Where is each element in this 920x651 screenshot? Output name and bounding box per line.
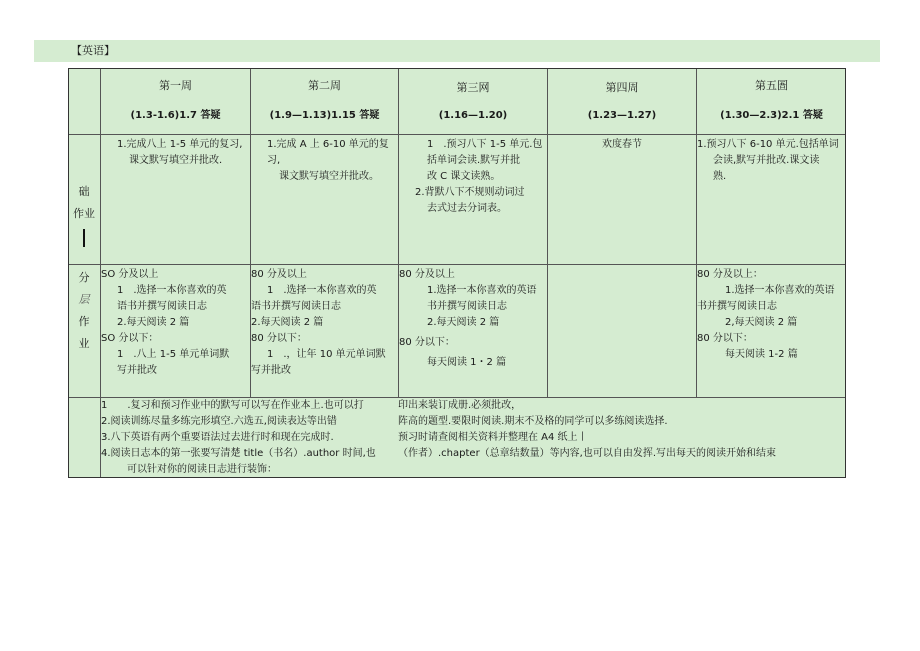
header-corner bbox=[68, 68, 100, 134]
row-label: 作业 bbox=[73, 207, 95, 220]
note-line: 1 .复习和预习作业中的默写可以写在作业本上.也可以打 bbox=[101, 400, 364, 411]
cell-line: 1.完成八上 1-5 单元的复习, bbox=[117, 139, 243, 150]
cell-line: 80 分以下： bbox=[697, 333, 753, 344]
cell-line: 每天阅读 1-2 篇 bbox=[725, 349, 798, 360]
cell-line: 2.每天阅读 2 篇 bbox=[117, 317, 190, 328]
tiered-cell-week3 bbox=[398, 264, 547, 397]
cell-line: 80 分及以上： bbox=[697, 269, 763, 280]
cell-line: 书并撰写阅读日志 bbox=[697, 301, 777, 312]
cell-line: 书并撰写阅读日志 bbox=[427, 301, 507, 312]
cell-line: 每天阅读 1・2 篇 bbox=[427, 357, 507, 368]
cell-line: 1 .预习八下 1-5 单元.包 bbox=[427, 139, 543, 150]
cell-line: 2.背默八下不规则动词过 bbox=[415, 187, 525, 198]
cell-line: 80 分及以上 bbox=[399, 269, 455, 280]
cell-line: 括单词会读.默写并批 bbox=[427, 155, 521, 166]
notes-cell bbox=[100, 397, 846, 478]
cell-line: 会读,默写并批改.课文读 bbox=[713, 155, 820, 166]
week-dates: (1.30—2.3)2.1 答疑 bbox=[720, 110, 823, 121]
cell-line: 课文默写填空并批改. bbox=[129, 155, 223, 166]
cell-line: 写并批改 bbox=[117, 365, 157, 376]
cell-line: 去式过去分词表。 bbox=[427, 203, 507, 214]
cell-line: 写并批改 bbox=[251, 365, 291, 376]
cell-line: 熟. bbox=[713, 171, 727, 182]
row-label: 业 bbox=[78, 337, 90, 350]
cell-line: 2,每天阅读 2 篇 bbox=[725, 317, 798, 328]
note-line: 印出来装订成册.必须批改， bbox=[398, 400, 522, 411]
cell-line: 1.完成 A 上 6-10 单元的复习, bbox=[267, 139, 389, 166]
week-header bbox=[696, 68, 846, 134]
week-header bbox=[398, 68, 547, 134]
cell-line: 1 .，让年 10 单元单词默 bbox=[267, 349, 386, 360]
tiered-cell-week5 bbox=[696, 264, 846, 397]
cell-line: 语书并撰写阅读日志 bbox=[251, 301, 341, 312]
week-header bbox=[100, 68, 250, 134]
tiered-cell-week1 bbox=[100, 264, 250, 397]
cell-line: 1 .选择一本你喜欢的英 bbox=[117, 285, 227, 296]
note-line: 可以针对你的阅读日志进行装饰： bbox=[117, 464, 277, 475]
row-label: 作 bbox=[78, 315, 90, 328]
cell-line: 80 分以下： bbox=[399, 337, 455, 348]
week-header bbox=[547, 68, 696, 134]
basic-cell-week2 bbox=[250, 134, 398, 264]
week-dates: (1.9—1.13)1.15 答疑 bbox=[269, 110, 380, 121]
basic-cell-week4 bbox=[547, 134, 696, 264]
note-line: 3.八下英语有两个重要语法过去进行时和现在完成时. bbox=[101, 432, 334, 443]
cell-line: 语书并撰写阅读日志 bbox=[117, 301, 207, 312]
week-name: 第一周 bbox=[159, 79, 192, 92]
row-label: 层 bbox=[78, 293, 90, 306]
notes-label-cell bbox=[68, 397, 100, 478]
basic-cell-week1 bbox=[100, 134, 250, 264]
basic-cell-week5 bbox=[696, 134, 846, 264]
row-marker bbox=[83, 229, 85, 247]
week-name: 第二周 bbox=[308, 79, 341, 92]
basic-homework-label bbox=[68, 134, 100, 264]
section-label: 【英语】 bbox=[71, 44, 115, 57]
cell-line: 1.预习八下 6-10 单元.包括单词 bbox=[697, 139, 839, 150]
cell-line: 1.选择一本你喜欢的英语 bbox=[427, 285, 537, 296]
cell-line: 80 分及以上 bbox=[251, 269, 307, 280]
notes-left bbox=[101, 398, 376, 478]
section-banner bbox=[34, 40, 880, 62]
tiered-cell-week2 bbox=[250, 264, 398, 397]
week-name: 第三网 bbox=[456, 81, 490, 94]
week-dates: (1.3-1.6)1.7 答疑 bbox=[130, 110, 221, 121]
cell-line: 1 .八上 1-5 单元单词默 bbox=[117, 349, 230, 360]
row-label: 分 bbox=[78, 271, 90, 284]
week-name: 第五圄 bbox=[755, 79, 788, 92]
note-line: 2.阅读训练尽量多练完形填空.六选五,阅读表达等出错 bbox=[101, 416, 337, 427]
cell-line: 欢度春节 bbox=[602, 139, 642, 150]
cell-line: 2.每天阅读 2 篇 bbox=[251, 317, 324, 328]
tiered-homework-label bbox=[68, 264, 100, 397]
cell-line: 1 .选择一本你喜欢的英 bbox=[267, 285, 377, 296]
note-line: 阵高的题型.要限时阅读.期末不及格的同学可以多练阅读选择. bbox=[398, 416, 668, 427]
homework-table bbox=[68, 68, 846, 478]
cell-line: 80 分以下： bbox=[251, 333, 307, 344]
week-name: 第四周 bbox=[605, 81, 639, 94]
note-line: （作者）.chapter（总章结数量）等内容,也可以自由发挥.写出每天的阅读开始和结束 bbox=[398, 448, 777, 459]
basic-cell-week3 bbox=[398, 134, 547, 264]
cell-line: SO 分及以上 bbox=[101, 269, 159, 280]
note-line: 预习时请查阅相关资料并整理在 A4 纸上丨 bbox=[398, 432, 588, 443]
cell-line: SO 分以下： bbox=[101, 333, 159, 344]
cell-line: 1.选择一本你喜欢的英语 bbox=[725, 285, 835, 296]
week-dates: (1.23—1.27) bbox=[587, 110, 657, 121]
cell-line: 改 C 课文读熟。 bbox=[427, 171, 501, 182]
week-dates: (1.16—1.20) bbox=[438, 110, 508, 121]
cell-line: 2.每天阅读 2 篇 bbox=[427, 317, 500, 328]
week-header bbox=[250, 68, 398, 134]
notes-right bbox=[398, 398, 776, 462]
row-label: 础 bbox=[78, 185, 90, 198]
tiered-cell-week4 bbox=[547, 264, 696, 397]
note-line: 4.阅读日志本的第一张要写清楚 title（书名）.author 时间,也 bbox=[101, 448, 376, 459]
cell-line: 课文默写填空并批改。 bbox=[279, 171, 379, 182]
